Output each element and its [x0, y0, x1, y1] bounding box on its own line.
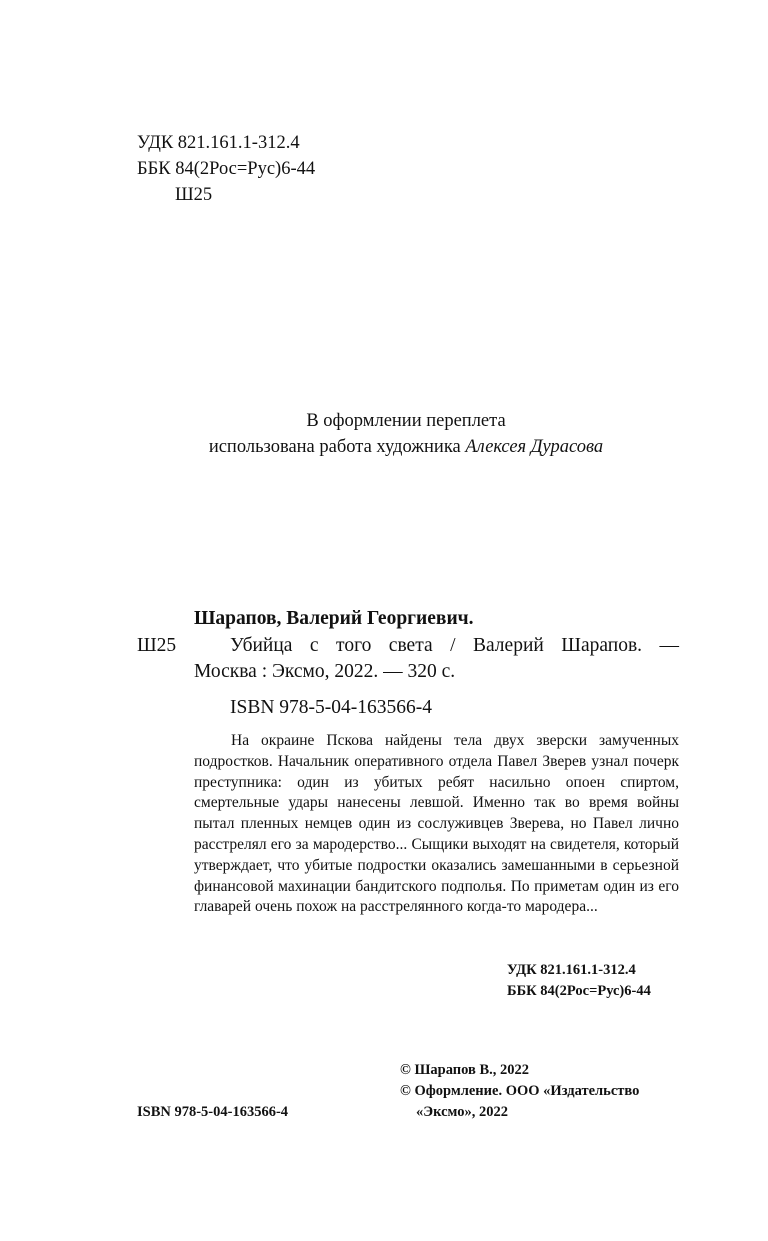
cover-credit-line1: В оформлении переплета: [306, 411, 506, 431]
copyright-design-line2: «Эксмо», 2022: [416, 1104, 508, 1120]
record-udk: УДК 821.161.1-312.4: [507, 962, 636, 978]
cover-credit-prefix: использована работа художника: [208, 437, 466, 457]
cover-credit-line2: [0, 434, 768, 460]
author-heading: Шарапов, Валерий Георгиевич.: [194, 608, 474, 629]
record-sign: Ш25: [137, 635, 177, 656]
author-sign: Ш25: [175, 185, 213, 205]
record-bbk: ББК 84(2Рос=Рус)6-44: [507, 983, 651, 999]
copyright-design-line1: © Оформление. ООО «Издательство: [400, 1083, 640, 1099]
copyright-author: © Шарапов В., 2022: [400, 1062, 529, 1078]
annotation: На окраине Пскова найдены тела двух зверски замученных подростков. Начальник оперативного отдела Павел Зверев узнал почерк преступника: один из убитых ребят насильно опоен спиртом, смертельные удары нанесены левшой. Именно так во время войны пытал пленных немцев один из сослуживцев Зверева, но Павел лично расстрелял его за мародерство... Сыщики выходят на свидетеля, который утверждает, что убитые подростки оказались замешанными в серьезной финансовой махинации бандитского подполья. По приметам один из его главарей очень похож на расстрелянного когда-то мародера...: [194, 732, 679, 916]
udk-code: УДК 821.161.1-312.4: [137, 133, 300, 153]
artist-name: Алексея Дурасова: [465, 437, 604, 457]
imprint-line: Москва : Эксмо, 2022. — 320 с.: [194, 661, 456, 682]
title-line: Убийца с того света / Валерий Шарапов. —: [230, 635, 679, 656]
bbk-code: ББК 84(2Рос=Рус)6-44: [137, 159, 316, 179]
record-isbn: ISBN 978-5-04-163566-4: [230, 697, 433, 718]
footer-isbn: ISBN 978-5-04-163566-4: [137, 1104, 289, 1120]
